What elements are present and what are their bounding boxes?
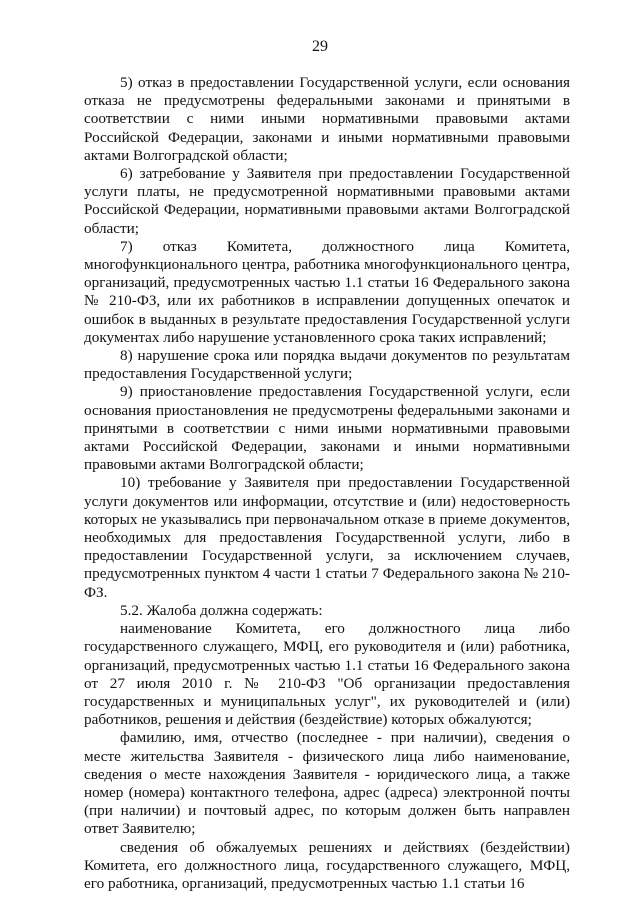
- section-5-2-heading: 5.2. Жалоба должна содержать:: [120, 601, 323, 619]
- paragraph-complaint-name: наименование Комитета, его должностного лица либо государственного служащего, МФЦ, его руководителя и (или) работника, организаций, предусмотренных частью 1.1 статьи 16 Федерального закона от 27 июля 2010 г. № 210-ФЗ "Об организации предоставления государственных и муниципальных услуг", их руководителей и (или) работников, решения и действия (бездействие) которых обжалуются;: [84, 620, 570, 729]
- paragraph-item-7: 7) отказ Комитета, должностного лица Комитета, многофункционального центра, работника многофункционального центра, организаций, предусмотренных частью 1.1 статьи 16 Федерального закона № 210-ФЗ, или их работников в исправлении допущенных опечаток и ошибок в выданных в результате предоставления Государственной услуги документах либо нарушение установленного срока таких исправлений;: [84, 237, 570, 346]
- paragraph-item-5: 5) отказ в предоставлении Государственной услуги, если основания отказа не предусмотрены федеральными законами и принятыми в соответствии с ними иными нормативными правовыми актами Российской Федерации, законами и иными нормативными правовыми актами Волгоградской области;: [84, 74, 570, 164]
- page-number: 29: [312, 38, 328, 55]
- paragraph-item-6: 6) затребование у Заявителя при предоставлении Государственной услуги платы, не предусмотренной нормативными правовыми актами Российской Федерации, нормативными правовыми актами Волгоградской области;: [84, 165, 570, 237]
- paragraph-item-10: 10) требование у Заявителя при предоставлении Государственной услуги документов или информации, отсутствие и (или) недостоверность которых не указывались при первоначальном отказе в приеме документов, необходимых для предоставления Государственной услуги, либо в предоставлении Государственной услуги, за исключением случаев, предусмотренных пунктом 4 части 1 статьи 7 Федерального закона № 210-ФЗ.: [84, 474, 570, 601]
- paragraph-item-8: 8) нарушение срока или порядка выдачи документов по результатам предоставления Государственной услуги;: [84, 347, 570, 383]
- document-body: [84, 74, 570, 893]
- paragraph-complaint-applicant: фамилию, имя, отчество (последнее - при наличии), сведения о месте жительства Заявителя - физического лица либо наименование, сведения о месте нахождения Заявителя - юридического лица, а также номер (номера) контактного телефона, адрес (адреса) электронной почты (при наличии) и почтовый адрес, по которым должен быть направлен ответ Заявителю;: [84, 729, 570, 838]
- paragraph-item-9: 9) приостановление предоставления Государственной услуги, если основания приостановления не предусмотрены федеральными законами и принятыми в соответствии с ними иными нормативными правовыми актами Российской Федерации, законами и иными нормативными правовыми актами Волгоградской области;: [84, 383, 570, 474]
- paragraph-complaint-decisions: сведения об обжалуемых решениях и действиях (бездействии) Комитета, его должностного лица, государственного служащего, МФЦ, его работника, организаций, предусмотренных частью 1.1 статьи 16: [84, 838, 570, 892]
